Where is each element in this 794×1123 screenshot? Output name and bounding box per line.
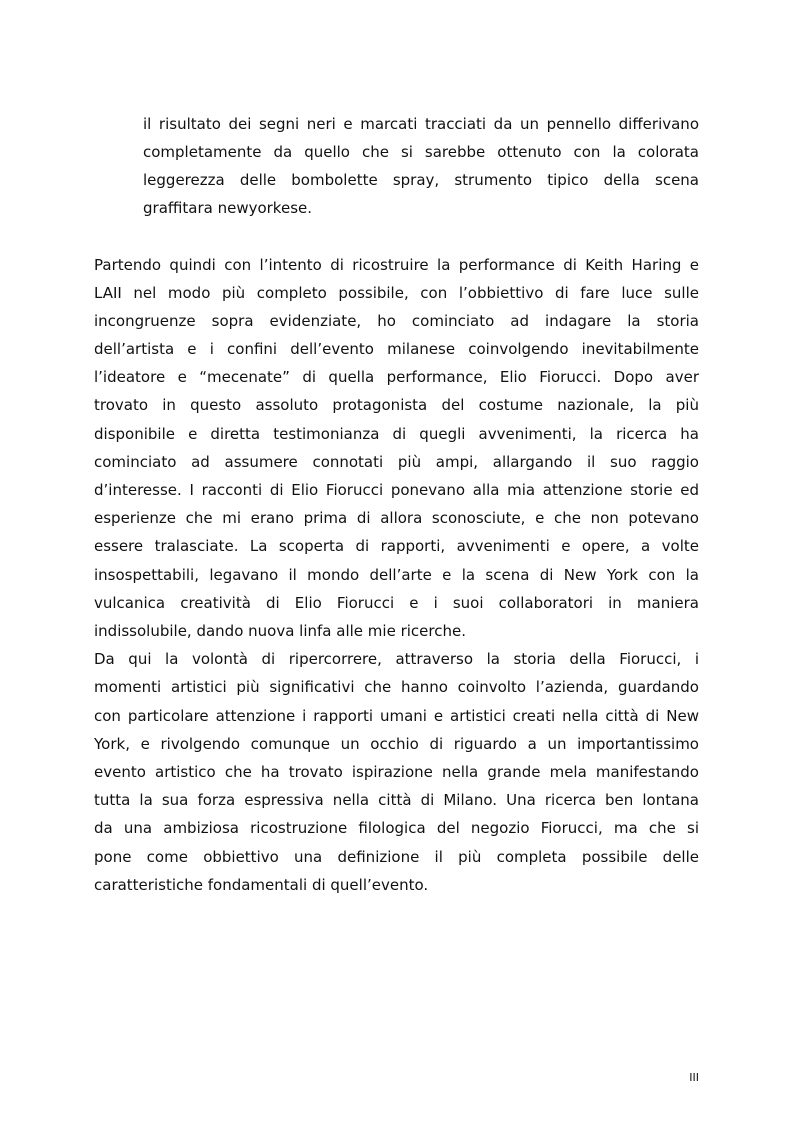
quote-line: graffitara newyorkese. [143, 199, 312, 217]
paragraph-line: York, e rivolgendo comunque un occhio di riguardo a un importantissimo [94, 735, 699, 753]
paragraph-line: momenti artistici più significativi che hanno coinvolto l’azienda, guardando [94, 678, 699, 696]
paragraph-line: incongruenze sopra evidenziate, ho cominciato ad indagare la storia [94, 312, 699, 330]
paragraph-line: vulcanica creatività di Elio Fiorucci e i suoi collaboratori in maniera [94, 594, 699, 612]
paragraph-line: Partendo quindi con l’intento di ricostruire la performance di Keith Haring e [94, 256, 699, 274]
paragraph-line: pone come obbiettivo una definizione il più completa possibile delle [94, 848, 699, 866]
paragraph-line: dell’artista e i confini dell’evento milanese coinvolgendo inevitabilmente [94, 340, 699, 358]
paragraph-line: evento artistico che ha trovato ispirazione nella grande mela manifestando [94, 763, 699, 781]
quote-line: il risultato dei segni neri e marcati tracciati da un pennello differivano [143, 115, 699, 133]
paragraph-line: LAII nel modo più completo possibile, con l’obbiettivo di fare luce sulle [94, 284, 699, 302]
paragraph-line: cominciato ad assumere connotati più ampi, allargando il suo raggio [94, 453, 699, 471]
paragraph-line: trovato in questo assoluto protagonista del costume nazionale, la più [94, 396, 699, 414]
paragraph-line: esperienze che mi erano prima di allora sconosciute, e che non potevano [94, 509, 699, 527]
paragraph-line: insospettabili, legavano il mondo dell’arte e la scena di New York con la [94, 566, 699, 584]
paragraph-line: da una ambiziosa ricostruzione filologica del negozio Fiorucci, ma che si [94, 819, 699, 837]
paragraph-line: d’interesse. I racconti di Elio Fiorucci ponevano alla mia attenzione storie ed [94, 481, 699, 499]
paragraph-line: tutta la sua forza espressiva nella città di Milano. Una ricerca ben lontana [94, 791, 699, 809]
paragraph-line: l’ideatore e “mecenate” di quella performance, Elio Fiorucci. Dopo aver [94, 368, 699, 386]
quote-line: completamente da quello che si sarebbe ottenuto con la colorata [143, 143, 699, 161]
paragraph-line: disponibile e diretta testimonianza di quegli avvenimenti, la ricerca ha [94, 425, 699, 443]
paragraph-line: Da qui la volontà di ripercorrere, attraverso la storia della Fiorucci, i [94, 650, 699, 668]
quote-line: leggerezza delle bombolette spray, strumento tipico della scena [143, 171, 699, 189]
paragraph-line: indissolubile, dando nuova linfa alle mie ricerche. [94, 622, 466, 640]
paragraph-line: caratteristiche fondamentali di quell’evento. [94, 876, 429, 894]
paragraph-line: con particolare attenzione i rapporti umani e artistici creati nella città di New [94, 707, 699, 725]
page-number: III [689, 1071, 699, 1084]
paragraph-line: essere tralasciate. La scoperta di rapporti, avvenimenti e opere, a volte [94, 537, 699, 555]
